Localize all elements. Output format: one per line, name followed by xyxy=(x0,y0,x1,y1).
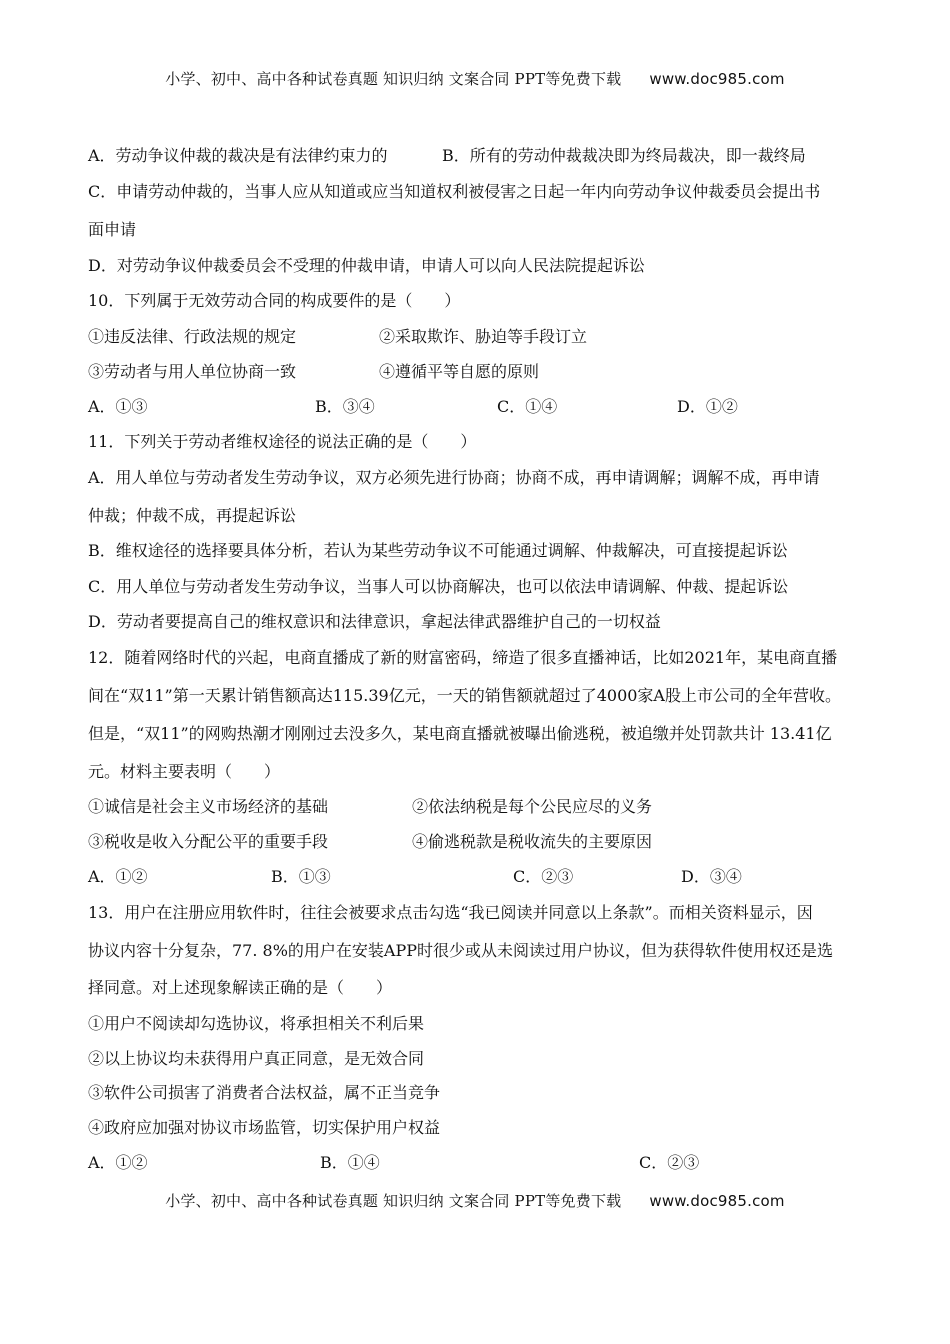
q12-option-a: A．①② xyxy=(88,867,148,886)
q13-option-a: A．①② xyxy=(88,1153,148,1172)
q11-stem: 11．下列关于劳动者维权途径的说法正确的是（ ） xyxy=(88,432,477,451)
q9-option-d: D．对劳动争议仲裁委员会不受理的仲裁申请，申请人可以向人民法院提起诉讼 xyxy=(88,256,645,275)
footer-url[interactable]: www.doc985.com xyxy=(649,1192,785,1210)
q10-stem: 10．下列属于无效劳动合同的构成要件的是（ ） xyxy=(88,291,461,310)
q11-option-a-line2: 仲裁；仲裁不成，再提起诉讼 xyxy=(88,506,297,525)
q12-stem-line4: 元。材料主要表明（ ） xyxy=(88,762,281,781)
q9-option-a: A．劳动争议仲裁的裁决是有法律约束力的 xyxy=(88,146,388,165)
q12-option-c: C．②③ xyxy=(513,867,574,886)
q12-statement-2: ②依法纳税是每个公民应尽的义务 xyxy=(412,797,653,816)
q11-option-a-line1: A．用人单位与劳动者发生劳动争议，双方必须先进行协商；协商不成，再申请调解；调解不成，再申请 xyxy=(88,468,820,487)
q12-statement-1: ①诚信是社会主义市场经济的基础 xyxy=(88,797,329,816)
q12-stem-line2: 间在“双11”第一天累计销售额高达115.39亿元，一天的销售额就超过了4000家A股上市公司的全年营收。 xyxy=(88,686,841,705)
q13-statement-2: ②以上协议均未获得用户真正同意，是无效合同 xyxy=(88,1049,425,1068)
q10-option-d: D．①② xyxy=(677,397,738,416)
q10-option-c: C．①④ xyxy=(497,397,558,416)
footer-text: 小学、初中、高中各种试卷真题 知识归纳 文案合同 PPT等免费下载 xyxy=(165,1192,622,1210)
q13-statement-1: ①用户不阅读却勾选协议，将承担相关不利后果 xyxy=(88,1014,425,1033)
q12-option-b: B．①③ xyxy=(271,867,331,886)
q11-option-c: C．用人单位与劳动者发生劳动争议，当事人可以协商解决，也可以依法申请调解、仲裁、提起诉讼 xyxy=(88,577,789,596)
q13-statement-3: ③软件公司损害了消费者合法权益，属不正当竞争 xyxy=(88,1083,441,1102)
header-url[interactable]: www.doc985.com xyxy=(649,70,785,88)
q9-option-b: B．所有的劳动仲裁裁决即为终局裁决，即一裁终局 xyxy=(442,146,806,165)
q10-option-a: A．①③ xyxy=(88,397,148,416)
q12-option-d: D．③④ xyxy=(681,867,742,886)
q12-statement-4: ④偷逃税款是税收流失的主要原因 xyxy=(412,832,653,851)
page-footer xyxy=(0,1190,950,1211)
q12-stem-line3: 但是，“双11”的网购热潮才刚刚过去没多久，某电商直播就被曝出偷逃税，被追缴并处罚款共计 13.41亿 xyxy=(88,724,832,743)
q13-stem-line1: 13．用户在注册应用软件时，往往会被要求点击勾选“我已阅读并同意以上条款”。而相关资料显示，因 xyxy=(88,903,813,922)
q12-stem-line1: 12．随着网络时代的兴起，电商直播成了新的财富密码，缔造了很多直播神话，比如2021年，某电商直播 xyxy=(88,648,838,667)
q13-stem-line3: 择同意。对上述现象解读正确的是（ ） xyxy=(88,978,393,997)
header-text: 小学、初中、高中各种试卷真题 知识归纳 文案合同 PPT等免费下载 xyxy=(165,70,622,88)
q10-statement-4: ④遵循平等自愿的原则 xyxy=(379,362,540,381)
page-header xyxy=(0,68,950,89)
q9-option-c-line1: C．申请劳动仲裁的，当事人应从知道或应当知道权利被侵害之日起一年内向劳动争议仲裁委员会提出书 xyxy=(88,182,821,201)
q11-option-b: B．维权途径的选择要具体分析，若认为某些劳动争议不可能通过调解、仲裁解决，可直接提起诉讼 xyxy=(88,541,788,560)
q13-option-c: C．②③ xyxy=(639,1153,700,1172)
q10-statement-2: ②采取欺诈、胁迫等手段订立 xyxy=(379,327,588,346)
q11-option-d: D．劳动者要提高自己的维权意识和法律意识，拿起法律武器维护自己的一切权益 xyxy=(88,612,661,631)
q13-stem-line2: 协议内容十分复杂，77. 8%的用户在安装APP时很少或从未阅读过用户协议，但为获得软件使用权还是选 xyxy=(88,941,834,960)
q13-option-b: B．①④ xyxy=(320,1153,380,1172)
q10-option-b: B．③④ xyxy=(315,397,375,416)
q13-statement-4: ④政府应加强对协议市场监管，切实保护用户权益 xyxy=(88,1118,441,1137)
q12-statement-3: ③税收是收入分配公平的重要手段 xyxy=(88,832,329,851)
q9-option-c-line2: 面申请 xyxy=(88,220,137,239)
q10-statement-3: ③劳动者与用人单位协商一致 xyxy=(88,362,297,381)
q10-statement-1: ①违反法律、行政法规的规定 xyxy=(88,327,297,346)
